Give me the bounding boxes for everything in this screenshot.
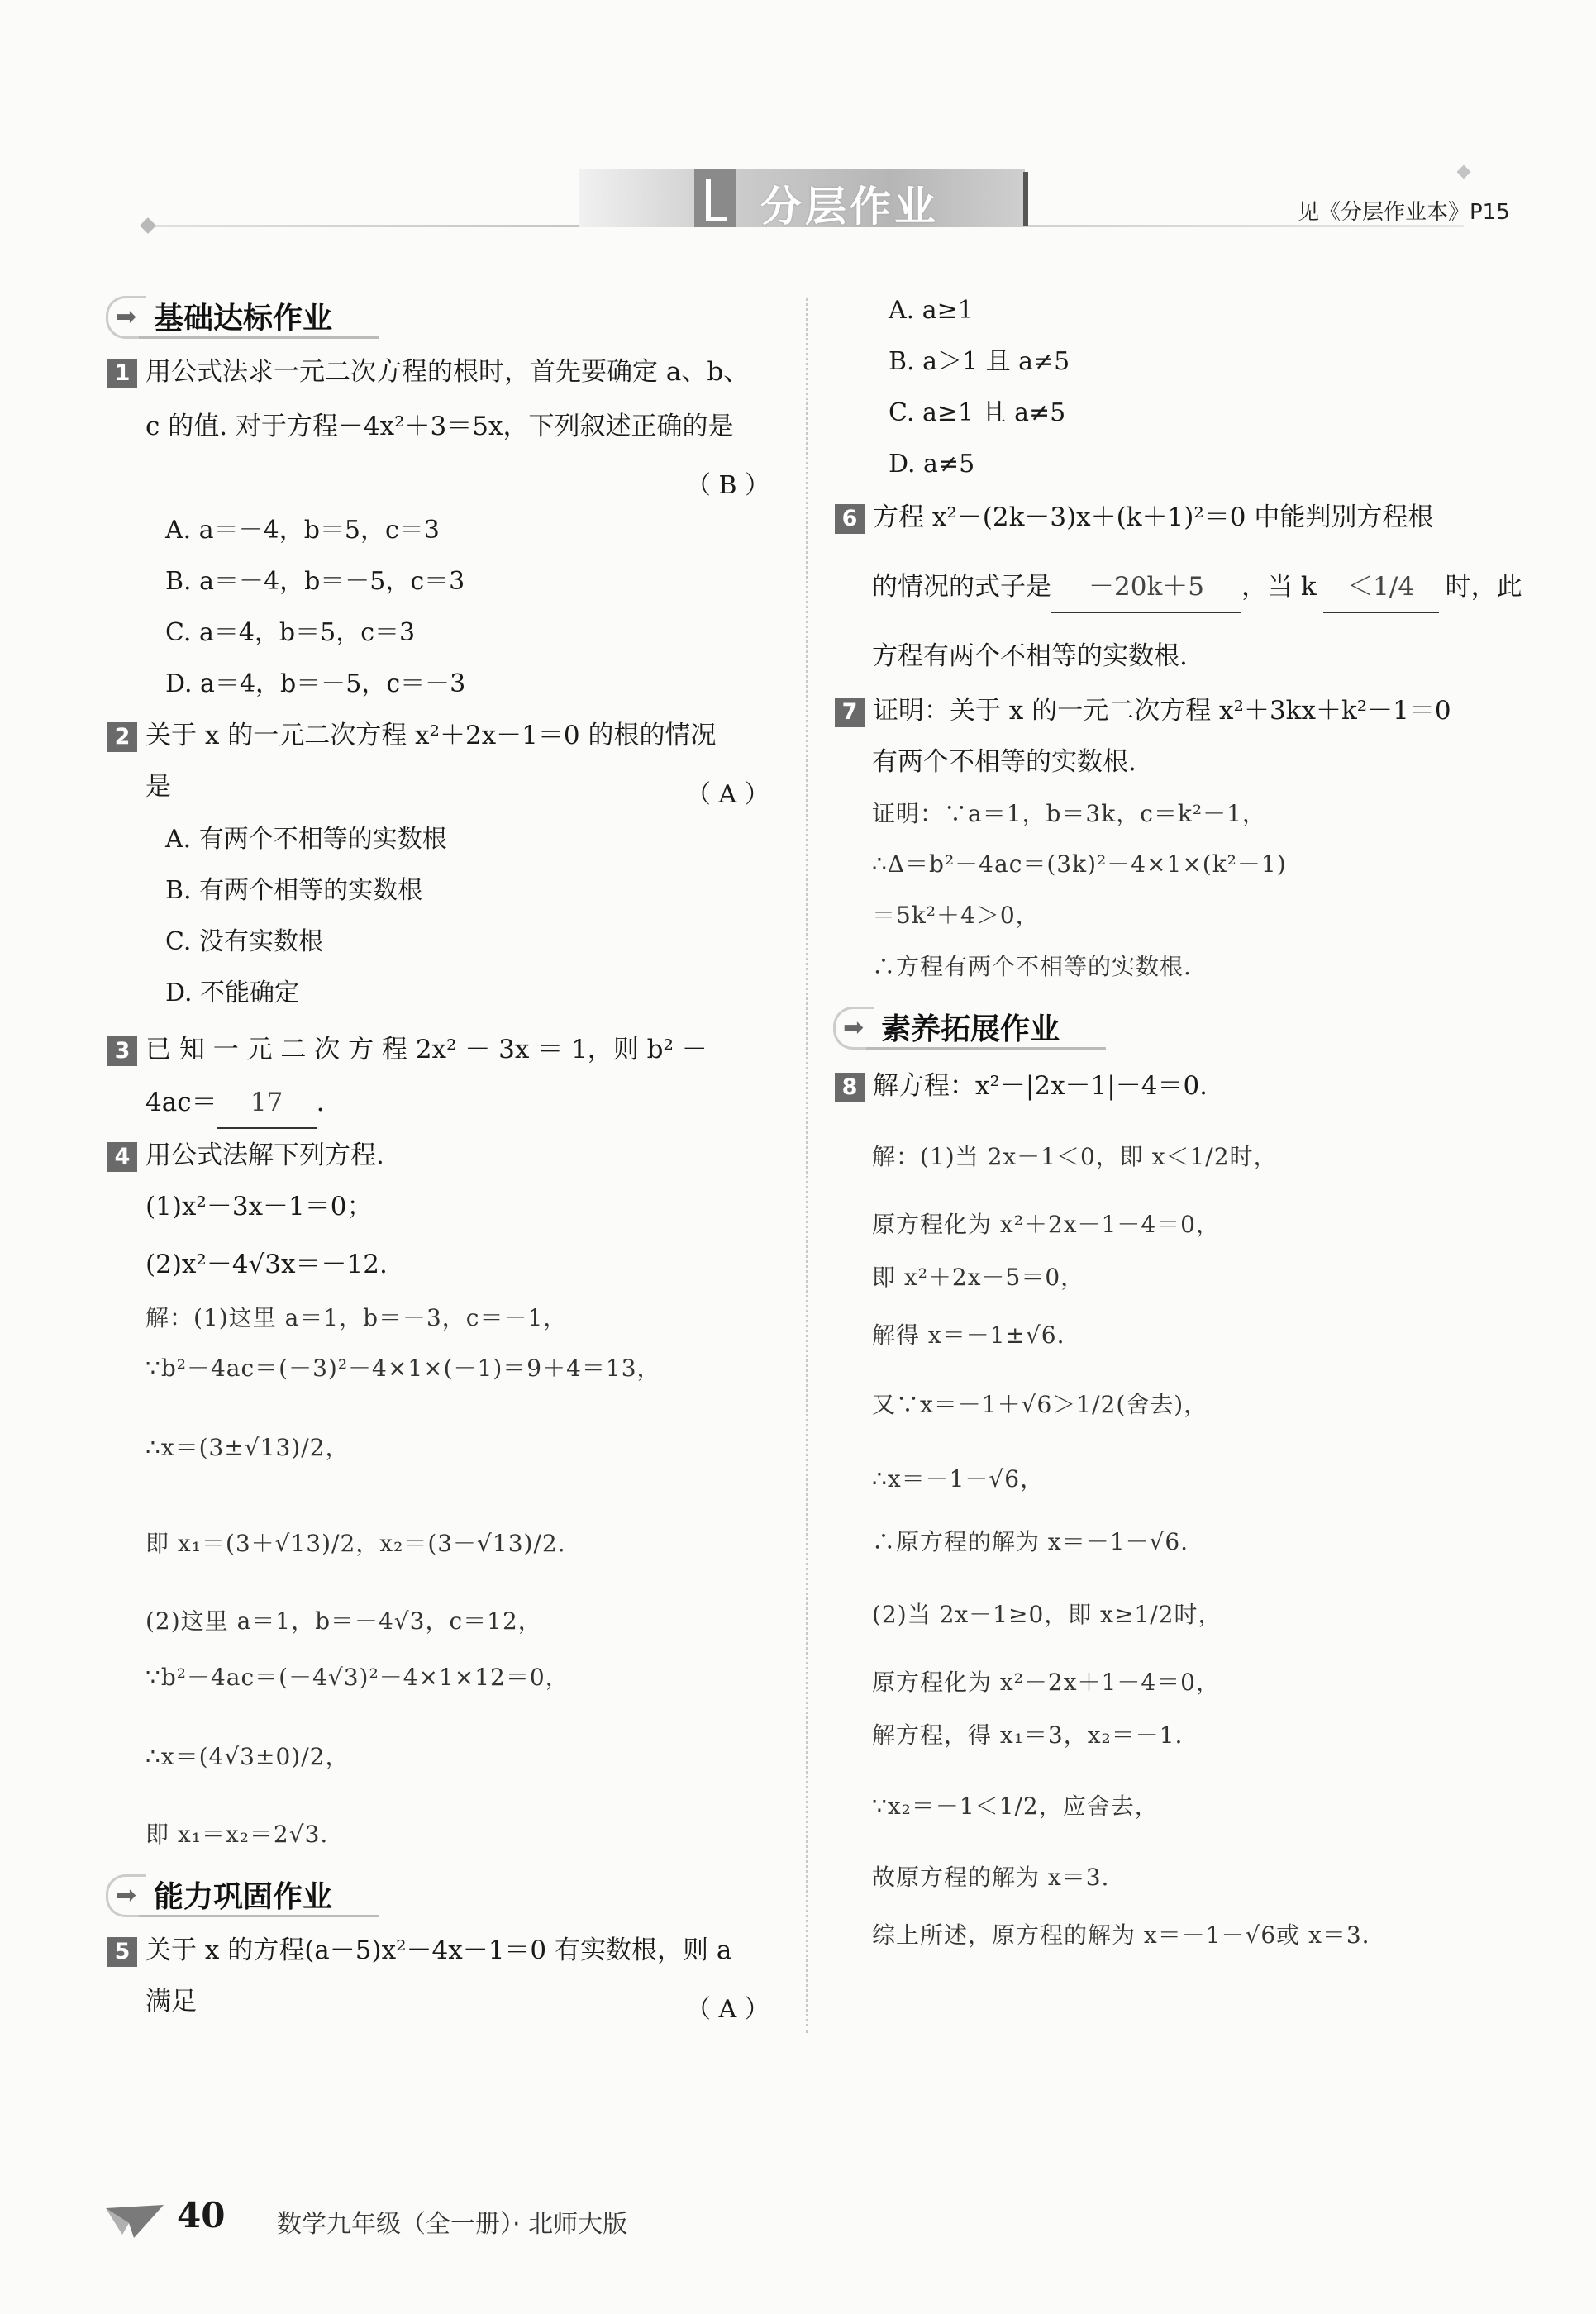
section-heading-extend [833,1002,1098,1051]
question-text: 方程 x²－(2k－3)x＋(k＋1)²＝0 中能判别方程根 [873,502,1434,532]
question-7-line2: 有两个不相等的实数根. [872,747,1136,777]
question-text: 用公式法求一元二次方程的根时，首先要确定 a、b、 [145,357,750,387]
page-title: 分层作业 [760,183,939,231]
handwritten-line: ∵b²－4ac＝(－4√3)²－4×1×12＝0， [145,1664,569,1691]
handwritten-line: (2)当 2x－1≥0，即 x≥1/2时， [872,1601,1222,1628]
question-text: . [316,1088,325,1117]
section-underline [139,336,379,339]
answer-blank: 17 [217,1078,317,1129]
option-c: C. a＝4，b＝5，c＝3 [165,618,416,647]
option-a: A. 有两个不相等的实数根 [165,825,447,854]
question-number: 5 [107,1937,137,1967]
handwritten-line: ∴原方程的解为 x＝－1－√6. [872,1528,1189,1555]
handwritten-line: 解：(1)当 2x－1＜0，即 x＜1/2时， [872,1143,1278,1170]
handwritten-line: 又∵x＝－1＋√6＞1/2(舍去)， [872,1391,1208,1418]
question-4 [107,1131,384,1180]
question-number: 4 [107,1142,137,1172]
handwritten-line: 即 x₁＝(3＋√13)/2，x₂＝(3－√13)/2. [145,1530,566,1557]
section-heading-ability [106,1869,370,1919]
question-number: 6 [835,504,865,534]
option-b: B. a＝－4，b＝－5，c＝3 [165,567,465,596]
handwritten-line: ∵x₂＝－1＜1/2，应舍去， [872,1793,1159,1820]
header-dot-left [140,217,156,234]
book-title: 数学九年级（全一册）· 北师大版 [277,2210,628,2239]
question-text: 关于 x 的方程(a－5)x²－4x－1＝0 有实数根，则 a [145,1935,732,1965]
option-a: A. a≥1 [889,296,974,325]
handwritten-line: 即 x²＋2x－5＝0， [872,1264,1085,1291]
question-7 [835,686,1451,736]
page-number: 40 [177,2195,226,2235]
question-2-line2: 是 [145,772,171,802]
handwritten-line: 解方程，得 x₁＝3，x₂＝－1. [872,1721,1184,1749]
section-underline [139,1915,379,1917]
section-title: 能力巩固作业 [154,1879,333,1914]
handwritten-line: 解：(1)这里 a＝1，b＝－3，c＝－1， [145,1304,568,1331]
column-divider [806,298,808,2033]
option-a: A. a＝－4，b＝5，c＝3 [165,516,440,545]
handwritten-line: 即 x₁＝x₂＝2√3. [145,1821,329,1848]
option-b: B. 有两个相等的实数根 [165,876,423,905]
question-6-line2 [872,562,1522,613]
option-d: D. 不能确定 [165,978,300,1007]
option-d: D. a≠5 [889,450,975,479]
handwritten-line: 综上所述，原方程的解为 x＝－1－√6或 x＝3. [872,1921,1370,1949]
question-4-part1: (1)x²－3x－1＝0； [145,1192,373,1221]
question-text: 解方程：x²－|2x－1|－4＝0. [873,1071,1208,1101]
question-number: 7 [835,698,865,727]
section-heading-basic [106,291,370,340]
question-6 [835,493,1433,542]
handwritten-line: ＝5k²＋4＞0， [872,902,1040,929]
section-title: 素养拓展作业 [881,1012,1060,1046]
handwritten-line: ∴x＝(4√3±0)/2， [145,1743,350,1770]
arrow-icon: ➡ [116,1881,137,1910]
question-text: ，当 k [1241,572,1317,602]
question-text: 的情况的式子是 [872,572,1051,602]
handwritten-line: 原方程化为 x²＋2x－1－4＝0， [872,1211,1220,1238]
question-3-line2 [145,1078,324,1129]
handwritten-line: ∴x＝(3±√13)/2， [145,1434,350,1461]
handwritten-line: 证明：∵a＝1，b＝3k，c＝k²－1， [872,800,1266,827]
question-number: 3 [107,1036,137,1066]
question-8 [835,1061,1208,1111]
question-text: 已 知 一 元 二 次 方 程 2x² － 3x ＝ 1，则 b² － [145,1035,707,1064]
banner-divider [1023,172,1028,226]
paper-plane-icon [106,2205,164,2238]
question-1-line2: c 的值. 对于方程－4x²＋3＝5x，下列叙述正确的是 [145,412,734,441]
question-text: 关于 x 的一元二次方程 x²＋2x－1＝0 的根的情况 [145,721,717,750]
option-b: B. a＞1 且 a≠5 [889,347,1070,376]
question-5 [107,1926,731,1975]
answer-choice: （ B ） [686,471,770,500]
question-text: 用公式法解下列方程. [145,1140,384,1170]
answer-blank: －20k＋5 [1051,562,1241,613]
section-underline [866,1047,1106,1050]
question-5-line2: 满足 [145,1987,197,2016]
question-3 [107,1025,707,1074]
arrow-icon: ➡ [116,302,137,331]
arrow-icon: ➡ [843,1013,865,1042]
handwritten-line: (2)这里 a＝1，b＝－4√3，c＝12， [145,1607,542,1635]
question-2 [107,711,716,760]
answer-blank: ＜1/4 [1323,562,1439,613]
option-c: C. a≥1 且 a≠5 [889,398,1066,427]
handwritten-line: 故原方程的解为 x＝3. [872,1864,1110,1891]
section-title: 基础达标作业 [154,301,333,336]
question-4-part2: (2)x²－4√3x＝－12. [145,1250,388,1279]
handwritten-line: ∵b²－4ac＝(－3)²－4×1×(－1)＝9＋4＝13， [145,1355,661,1382]
question-text: 证明：关于 x 的一元二次方程 x²＋3kx＋k²－1＝0 [873,696,1451,726]
handwritten-line: 解得 x＝－1±√6. [872,1321,1065,1349]
question-text: 4ac＝ [145,1088,217,1117]
banner-icon [694,169,736,227]
header-dot-right [1457,165,1471,179]
answer-choice: （ A ） [686,1995,769,2024]
question-number: 8 [835,1073,865,1102]
question-number: 2 [107,722,137,752]
question-text: 时，此 [1445,572,1522,602]
workbook-reference: 见《分层作业本》P15 [1298,200,1510,225]
question-number: 1 [107,359,137,388]
handwritten-line: ∴x＝－1－√6， [872,1465,1045,1493]
handwritten-line: ∴方程有两个不相等的实数根. [872,953,1192,980]
question-1 [107,347,749,397]
answer-choice: （ A ） [686,780,769,809]
handwritten-line: ∴Δ＝b²－4ac＝(3k)²－4×1×(k²－1) [872,850,1287,878]
question-6-line3: 方程有两个不相等的实数根. [872,641,1188,671]
option-c: C. 没有实数根 [165,927,323,956]
option-d: D. a＝4，b＝－5，c＝－3 [165,669,466,698]
handwritten-line: 原方程化为 x²－2x＋1－4＝0， [872,1669,1220,1696]
